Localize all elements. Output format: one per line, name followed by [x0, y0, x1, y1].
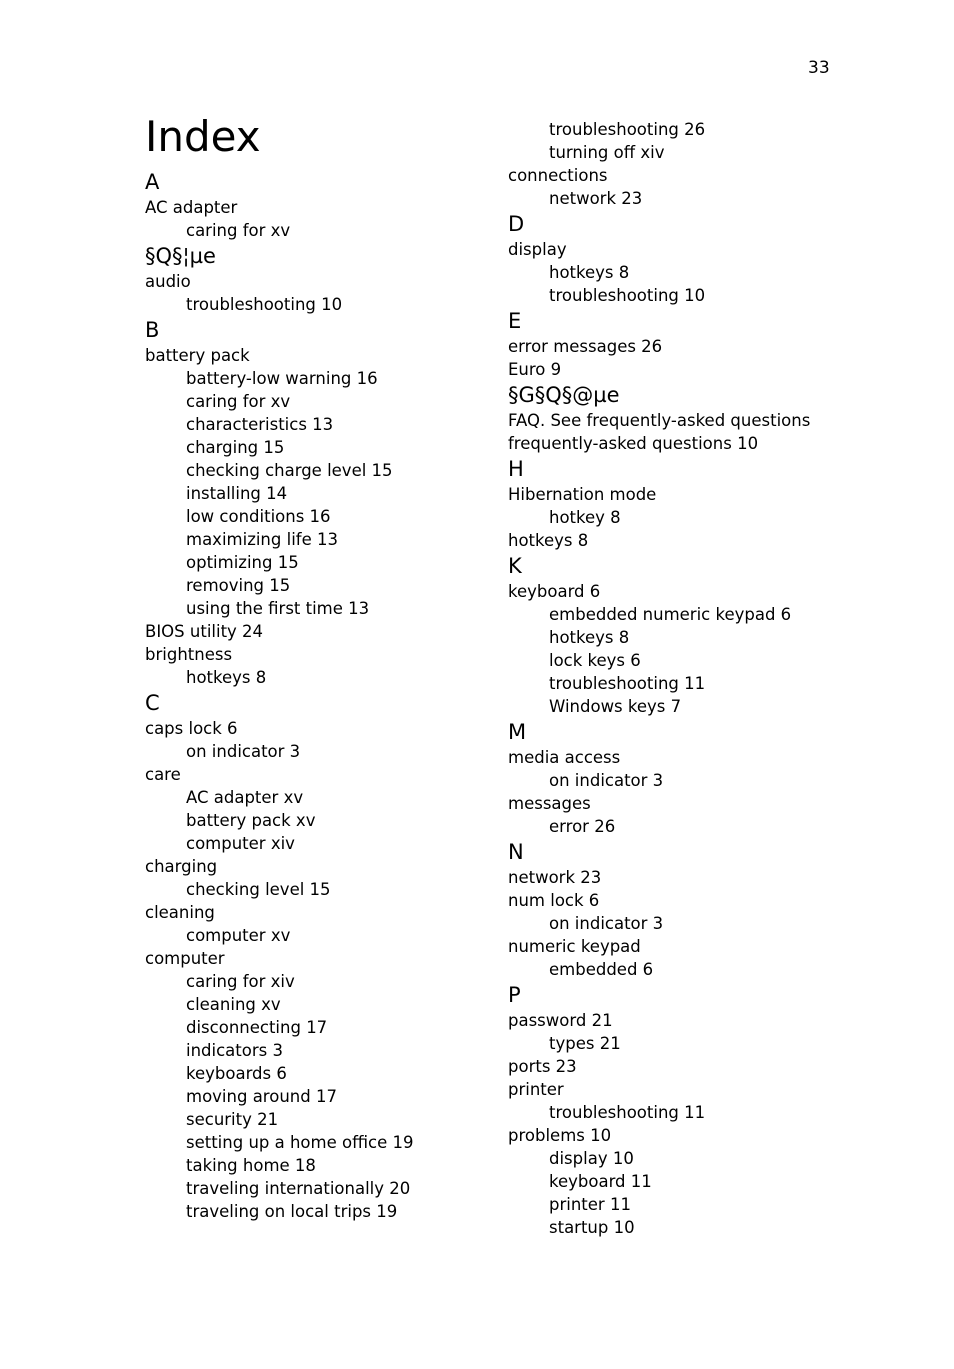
index-entry: media access [508, 748, 621, 767]
index-entry: FAQ. See frequently-asked questions [508, 411, 811, 430]
index-letter-heading: P [508, 983, 521, 1007]
index-subentry: caring for xv [186, 392, 291, 411]
index-subentry: keyboards 6 [186, 1064, 287, 1083]
index-entry: audio [145, 272, 191, 291]
index-subentry: caring for xiv [186, 972, 295, 991]
index-subentry: on indicator 3 [186, 742, 301, 761]
index-subentry: low conditions 16 [186, 507, 331, 526]
index-subentry: traveling internationally 20 [186, 1179, 411, 1198]
index-subentry: troubleshooting 26 [549, 120, 706, 139]
index-subentry: network 23 [549, 189, 643, 208]
index-subentry: security 21 [186, 1110, 279, 1129]
index-entry: network 23 [508, 868, 602, 887]
index-subentry: types 21 [549, 1034, 621, 1053]
index-letter-heading: B [145, 318, 160, 342]
index-letter-heading: §G§Q§@µe [508, 383, 620, 407]
index-subentry: troubleshooting 10 [186, 295, 343, 314]
page-title: Index [145, 112, 261, 161]
index-entry: hotkeys 8 [508, 531, 589, 550]
index-subentry: removing 15 [186, 576, 291, 595]
index-letter-heading: §Q§¦µe [145, 244, 216, 268]
index-subentry: lock keys 6 [549, 651, 641, 670]
index-column-left [145, 168, 485, 1223]
index-subentry: charging 15 [186, 438, 285, 457]
index-subentry: installing 14 [186, 484, 288, 503]
index-subentry: hotkeys 8 [549, 263, 630, 282]
index-column-right [508, 118, 848, 1239]
index-subentry: checking level 15 [186, 880, 331, 899]
index-subentry: troubleshooting 11 [549, 674, 706, 693]
index-entry: numeric keypad [508, 937, 641, 956]
index-subentry: embedded numeric keypad 6 [549, 605, 792, 624]
index-subentry: checking charge level 15 [186, 461, 393, 480]
index-letter-heading: D [508, 212, 525, 236]
index-letter-heading: C [145, 691, 160, 715]
index-subentry: moving around 17 [186, 1087, 337, 1106]
index-subentry: maximizing life 13 [186, 530, 338, 549]
index-entry: num lock 6 [508, 891, 600, 910]
index-subentry: taking home 18 [186, 1156, 316, 1175]
index-subentry: printer 11 [549, 1195, 631, 1214]
index-entry: cleaning [145, 903, 215, 922]
index-subentry: hotkeys 8 [186, 668, 267, 687]
index-subentry: troubleshooting 11 [549, 1103, 706, 1122]
index-subentry: embedded 6 [549, 960, 654, 979]
index-entry: problems 10 [508, 1126, 612, 1145]
index-subentry: keyboard 11 [549, 1172, 652, 1191]
index-entry: frequently-asked questions 10 [508, 434, 759, 453]
index-entry: charging [145, 857, 218, 876]
index-letter-heading: E [508, 309, 522, 333]
index-subentry: on indicator 3 [549, 771, 664, 790]
page-number: 33 [808, 58, 830, 78]
index-subentry: disconnecting 17 [186, 1018, 328, 1037]
index-entry: error messages 26 [508, 337, 663, 356]
index-subentry: optimizing 15 [186, 553, 299, 572]
index-entry: keyboard 6 [508, 582, 601, 601]
index-subentry: battery-low warning 16 [186, 369, 378, 388]
index-subentry: cleaning xv [186, 995, 281, 1014]
index-subentry: using the first time 13 [186, 599, 370, 618]
index-subentry: AC adapter xv [186, 788, 304, 807]
index-entry: connections [508, 166, 608, 185]
index-entry: caps lock 6 [145, 719, 238, 738]
index-letter-heading: N [508, 840, 524, 864]
index-subentry: troubleshooting 10 [549, 286, 706, 305]
index-entry: care [145, 765, 181, 784]
index-subentry: traveling on local trips 19 [186, 1202, 398, 1221]
index-entry: brightness [145, 645, 233, 664]
index-entry: Euro 9 [508, 360, 562, 379]
index-subentry: startup 10 [549, 1218, 635, 1237]
index-subentry: indicators 3 [186, 1041, 283, 1060]
index-subentry: Windows keys 7 [549, 697, 682, 716]
index-letter-heading: K [508, 554, 522, 578]
index-entry: ports 23 [508, 1057, 577, 1076]
index-subentry: computer xv [186, 926, 291, 945]
index-letter-heading: A [145, 170, 160, 194]
index-entry: Hibernation mode [508, 485, 657, 504]
index-entry: computer [145, 949, 225, 968]
index-subentry: turning off xiv [549, 143, 665, 162]
index-entry: messages [508, 794, 591, 813]
index-subentry: setting up a home office 19 [186, 1133, 414, 1152]
index-subentry: hotkey 8 [549, 508, 621, 527]
index-subentry: error 26 [549, 817, 616, 836]
index-subentry: characteristics 13 [186, 415, 334, 434]
index-subentry: on indicator 3 [549, 914, 664, 933]
index-subentry: battery pack xv [186, 811, 316, 830]
index-entry: AC adapter [145, 198, 238, 217]
index-entry: display [508, 240, 567, 259]
index-subentry: computer xiv [186, 834, 295, 853]
index-entry: printer [508, 1080, 564, 1099]
index-letter-heading: M [508, 720, 527, 744]
index-entry: BIOS utility 24 [145, 622, 264, 641]
index-subentry: hotkeys 8 [549, 628, 630, 647]
index-entry: password 21 [508, 1011, 613, 1030]
index-entry: battery pack [145, 346, 250, 365]
index-subentry: display 10 [549, 1149, 634, 1168]
index-letter-heading: H [508, 457, 524, 481]
index-subentry: caring for xv [186, 221, 291, 240]
